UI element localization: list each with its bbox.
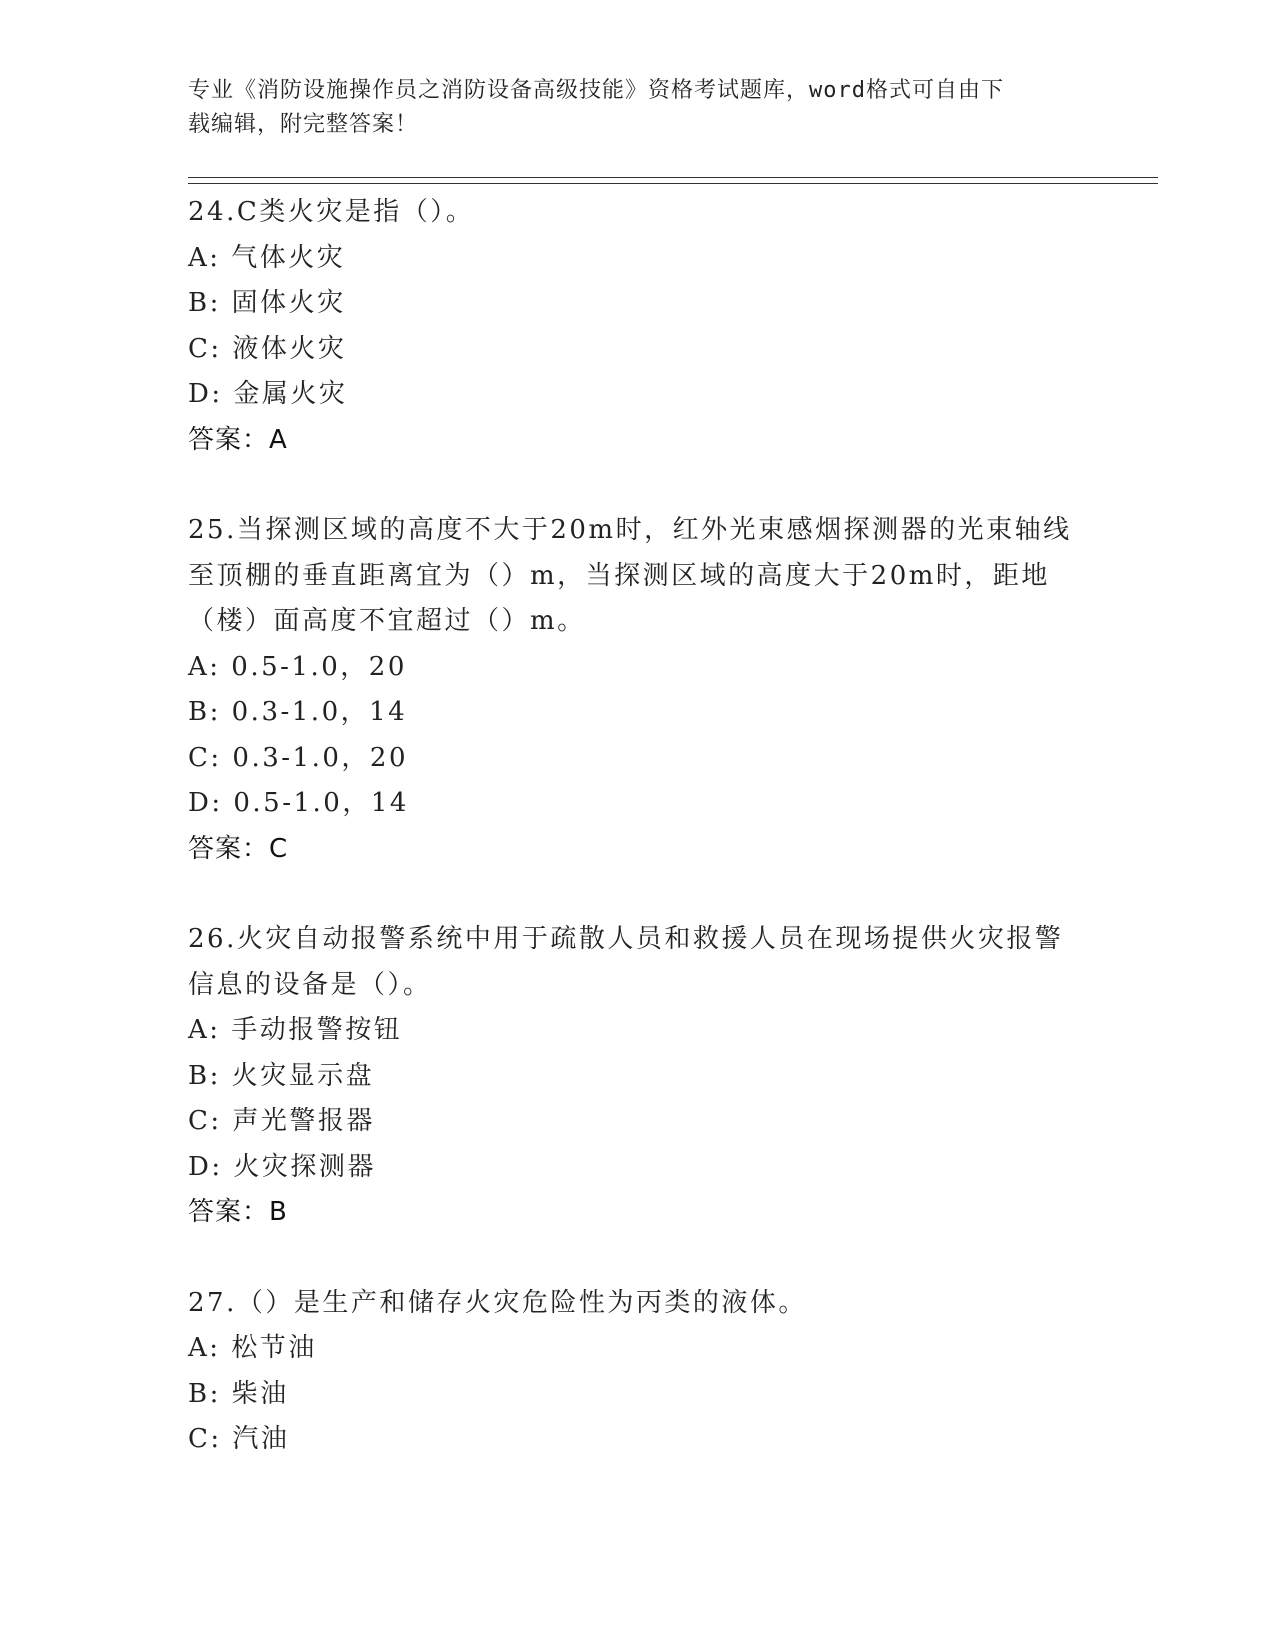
option-d: D: 金属火灾 <box>188 379 348 409</box>
option-c: C: 液体火灾 <box>188 333 347 364</box>
question-stem: 26.火灾自动报警系统中用于疏散人员和救援人员在现场提供火灾报警信息的设备是（）。 <box>188 924 1064 1000</box>
question-26 <box>188 917 1088 1236</box>
option-a: A: 气体火灾 <box>188 242 346 273</box>
document-header <box>188 74 1068 142</box>
option-b: B: 柴油 <box>188 1378 289 1409</box>
header-line-2: 载编辑，附完整答案！ <box>188 112 419 137</box>
header-line-1: 专业《消防设施操作员之消防设备高级技能》资格考试题库，word格式可自由下 <box>188 78 1004 103</box>
option-a: A: 0.5-1.0，20 <box>188 651 407 682</box>
header-divider-top <box>188 177 1158 178</box>
answer: 答案：B <box>188 1197 288 1227</box>
option-d: D: 火灾探测器 <box>188 1151 376 1182</box>
option-c: C: 0.3-1.0，20 <box>188 742 408 773</box>
option-b: B: 固体火灾 <box>188 288 346 318</box>
question-stem: 24.C类火灾是指（）。 <box>188 197 475 227</box>
question-list <box>188 190 1088 1508</box>
question-24 <box>188 190 1088 463</box>
option-c: C: 声光警报器 <box>188 1106 375 1136</box>
question-stem: 25.当探测区域的高度不大于20m时，红外光束感烟探测器的光束轴线至顶棚的垂直距离宜为（）m，当探测区域的高度大于20m时，距地（楼）面高度不宜超过（）m。 <box>188 515 1072 636</box>
header-divider-bottom <box>188 183 1158 184</box>
option-b: B: 火灾显示盘 <box>188 1060 375 1091</box>
question-27 <box>188 1281 1088 1463</box>
question-stem: 27.（）是生产和储存火灾危险性为丙类的液体。 <box>188 1287 807 1318</box>
answer: 答案：C <box>188 833 289 864</box>
option-d: D: 0.5-1.0，14 <box>188 788 409 818</box>
option-b: B: 0.3-1.0，14 <box>188 697 408 727</box>
question-25 <box>188 508 1088 872</box>
option-c: C: 汽油 <box>188 1424 290 1454</box>
answer: 答案：A <box>188 424 288 455</box>
option-a: A: 手动报警按钮 <box>188 1015 403 1045</box>
option-a: A: 松节油 <box>188 1333 317 1363</box>
